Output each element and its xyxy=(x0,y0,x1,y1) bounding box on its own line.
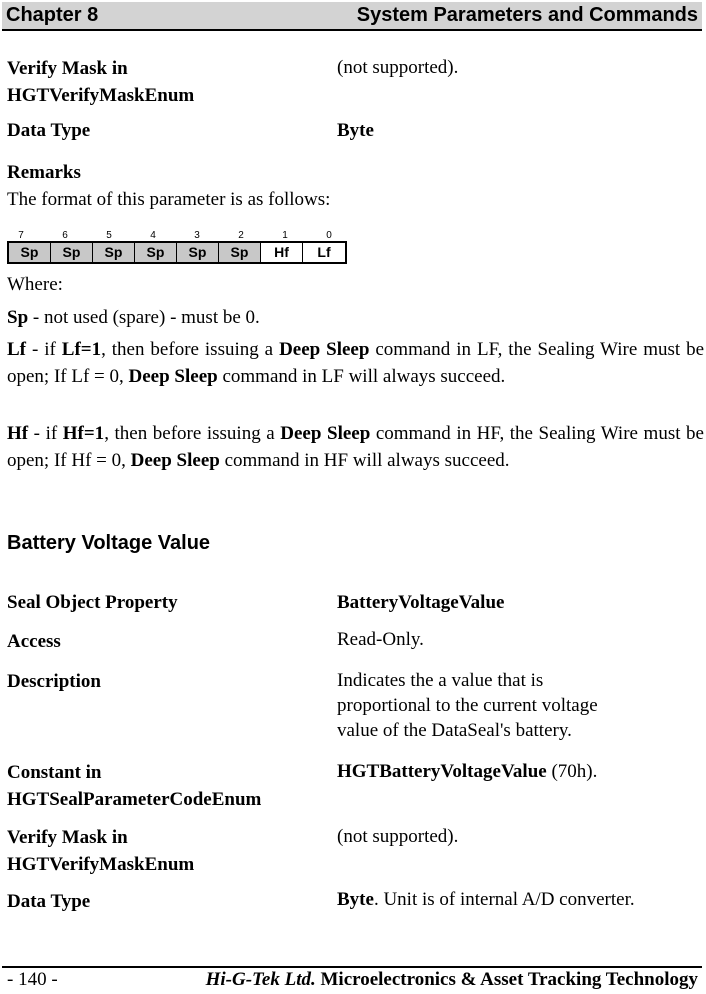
bit-number: 7 xyxy=(18,230,24,241)
lf-text: - if xyxy=(26,339,62,360)
access-label: Access xyxy=(7,631,61,652)
lf-text: command in LF will always succeed. xyxy=(217,366,506,387)
remarks-title: Remarks xyxy=(7,162,81,183)
chapter-label: Chapter 8 xyxy=(6,4,99,26)
remarks-intro: The format of this parameter is as follows: xyxy=(7,189,331,210)
bit-cell-sp: Sp xyxy=(51,243,93,262)
verify-mask-value-2: (not supported). xyxy=(337,826,459,847)
section-heading: Battery Voltage Value xyxy=(7,532,211,554)
verify-mask-label-2 xyxy=(7,824,194,878)
page-header xyxy=(2,2,702,31)
bit-number: 3 xyxy=(194,230,200,241)
data-type-label-2: Data Type xyxy=(7,891,91,912)
deep-sleep-command: Deep Sleep xyxy=(130,450,220,471)
verify-mask-label-line2: HGTVerifyMaskEnum xyxy=(7,854,195,875)
lf-term: Lf xyxy=(7,339,26,360)
description-line: Indicates the a value that is xyxy=(337,670,544,691)
access-value: Read-Only. xyxy=(337,629,424,650)
seal-property-value: BatteryVoltageValue xyxy=(337,592,505,613)
lf-text: command in LF, the Sealing Wire must be open; If Lf = 0, xyxy=(7,339,705,387)
bit-cell-sp: Sp xyxy=(177,243,219,262)
footer-divider xyxy=(2,966,702,968)
verify-mask-label-line1: Verify Mask in xyxy=(7,58,128,79)
data-type-note: . Unit is of internal A/D converter. xyxy=(373,889,635,910)
company-name: Hi-G-Tek Ltd. xyxy=(205,969,316,990)
verify-mask-label xyxy=(7,55,194,109)
sp-text: - not used (spare) - must be 0. xyxy=(28,307,260,328)
bit-cell-sp: Sp xyxy=(93,243,135,262)
constant-label-line2: HGTSealParameterCodeEnum xyxy=(7,789,262,810)
description-line: proportional to the current voltage xyxy=(337,695,598,716)
page-number: - 140 - xyxy=(7,969,58,990)
constant-code: (70h). xyxy=(546,761,598,782)
constant-value xyxy=(337,759,597,784)
data-type-label: Data Type xyxy=(7,120,91,141)
deep-sleep-command: Deep Sleep xyxy=(128,366,218,387)
where-label: Where: xyxy=(7,274,63,295)
hf-text: command in HF, the Sealing Wire must be open; If Hf = 0, xyxy=(7,423,704,471)
bit-cell-sp: Sp xyxy=(135,243,177,262)
hf-text: - if xyxy=(28,423,63,444)
bit-cell-hf: Hf xyxy=(261,243,303,262)
verify-mask-value: (not supported). xyxy=(337,57,459,78)
description-label: Description xyxy=(7,671,101,692)
bit-number: 6 xyxy=(62,230,68,241)
data-type-value: Byte xyxy=(337,120,374,141)
constant-name: HGTBatteryVoltageValue xyxy=(337,761,547,782)
deep-sleep-command: Deep Sleep xyxy=(280,423,371,444)
hf-text: , then before issuing a xyxy=(104,423,281,444)
description-line: value of the DataSeal's battery. xyxy=(337,720,572,741)
data-type-name: Byte xyxy=(337,889,374,910)
lf-condition: Lf=1 xyxy=(61,339,102,360)
footer-company xyxy=(206,969,698,991)
section-title: System Parameters and Commands xyxy=(356,4,698,26)
lf-definition xyxy=(7,336,704,390)
hf-text: command in HF will always succeed. xyxy=(219,450,510,471)
seal-property-label: Seal Object Property xyxy=(7,592,178,613)
verify-mask-label-line2: HGTVerifyMaskEnum xyxy=(7,85,195,106)
lf-text: , then before issuing a xyxy=(101,339,280,360)
hf-definition xyxy=(7,420,704,474)
hf-term: Hf xyxy=(7,423,29,444)
verify-mask-label-line1: Verify Mask in xyxy=(7,827,128,848)
description-value xyxy=(337,668,598,743)
data-type-value-2 xyxy=(337,887,635,912)
bit-format-diagram xyxy=(7,230,359,266)
hf-condition: Hf=1 xyxy=(62,423,105,444)
sp-definition xyxy=(7,304,704,331)
bit-number: 5 xyxy=(106,230,112,241)
sp-term: Sp xyxy=(7,307,29,328)
bit-number: 0 xyxy=(326,230,332,241)
bit-cell-lf: Lf xyxy=(317,244,331,260)
bit-cell-sp: Sp xyxy=(9,243,51,262)
constant-label-line1: Constant in xyxy=(7,762,102,783)
deep-sleep-command: Deep Sleep xyxy=(279,339,370,360)
company-tagline: Microelectronics & Asset Tracking Technology xyxy=(315,969,698,990)
bit-cell-row xyxy=(7,241,347,264)
bit-number: 2 xyxy=(238,230,244,241)
bit-cell-sp: Sp xyxy=(219,243,261,262)
constant-label xyxy=(7,759,261,813)
bit-number: 1 xyxy=(282,230,288,241)
bit-number: 4 xyxy=(150,230,156,241)
